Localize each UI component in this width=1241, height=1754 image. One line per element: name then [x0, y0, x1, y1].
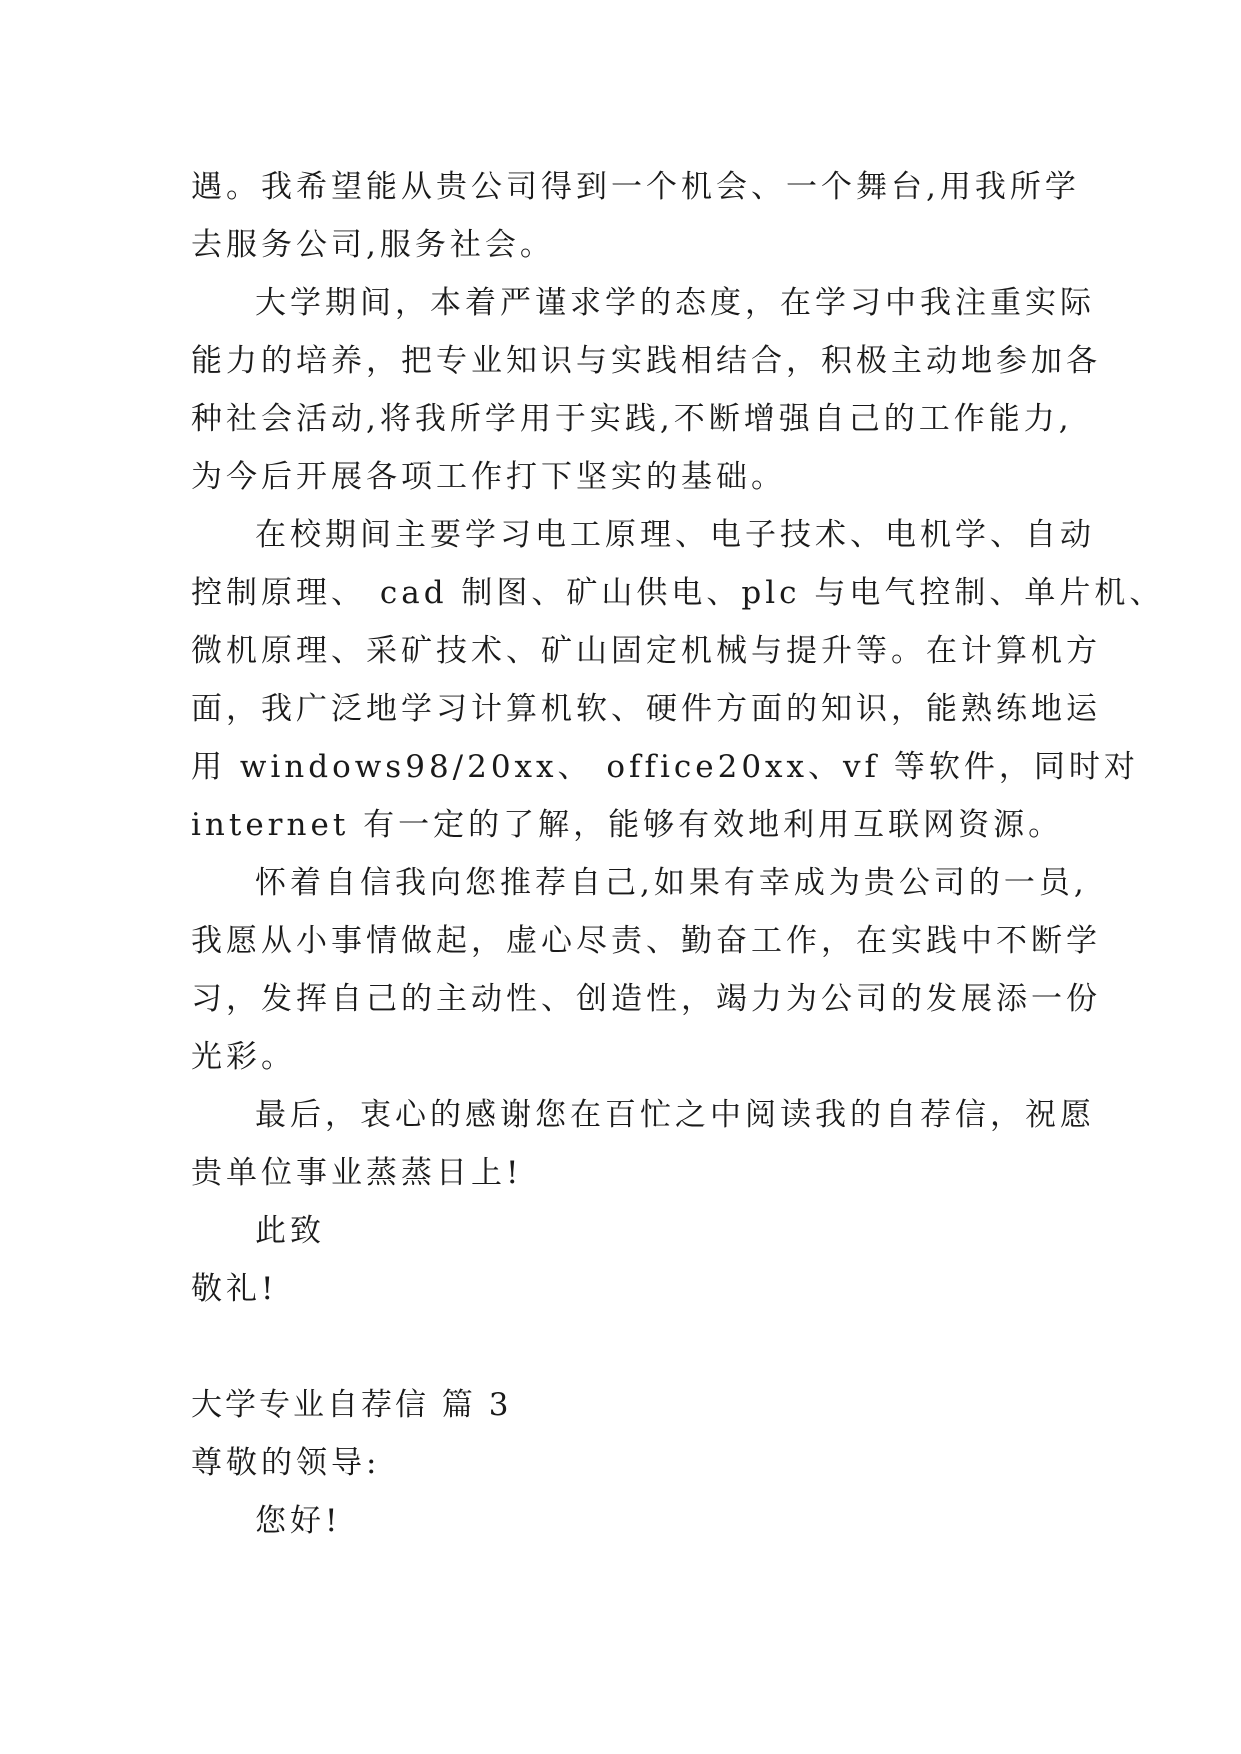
text-line: 用 windows98/20xx、 office20xx、vf 等软件，同时对	[191, 749, 1139, 785]
paragraph-2	[191, 274, 1101, 506]
text-line: 最后，衷心的感谢您在百忙之中阅读我的自荐信，祝愿	[255, 1097, 1095, 1133]
text-line: 大学期间，本着严谨求学的态度，在学习中我注重实际	[255, 285, 1095, 321]
text-line: 控制原理、 cad 制图、矿山供电、plc 与电气控制、单片机、	[191, 575, 1165, 611]
text-line: 种社会活动,将我所学用于实践,不断增强自己的工作能力,	[191, 401, 1073, 437]
text-line: internet 有一定的了解，能够有效地利用互联网资源。	[191, 807, 1064, 843]
salutation: 尊敬的领导:	[191, 1445, 381, 1481]
section-3	[191, 1376, 1051, 1550]
text-line: 为今后开展各项工作打下坚实的基础。	[191, 459, 786, 495]
text-line: 我愿从小事情做起，虚心尽责、勤奋工作，在实践中不断学	[191, 923, 1101, 959]
closing	[191, 1202, 1051, 1318]
text-line: 习，发挥自己的主动性、创造性，竭力为公司的发展添一份	[191, 981, 1101, 1017]
text-line: 去服务公司,服务社会。	[191, 227, 555, 263]
paragraph-1	[191, 158, 1080, 274]
text-line: 在校期间主要学习电工原理、电子技术、电机学、自动	[255, 517, 1095, 553]
blank-line	[191, 1318, 1051, 1376]
section-title: 大学专业自荐信 篇 3	[191, 1387, 512, 1423]
text-line: 面，我广泛地学习计算机软、硬件方面的知识，能熟练地运	[191, 691, 1101, 727]
paragraph-5	[191, 1086, 1095, 1202]
greeting: 您好!	[255, 1503, 342, 1539]
paragraph-4	[191, 854, 1101, 1086]
text-line: 微机原理、采矿技术、矿山固定机械与提升等。在计算机方	[191, 633, 1101, 669]
closing-jingli: 敬礼!	[191, 1271, 278, 1307]
closing-zhi: 此致	[255, 1213, 325, 1249]
paragraph-3	[191, 506, 1165, 854]
text-line: 能力的培养，把专业知识与实践相结合，积极主动地参加各	[191, 343, 1101, 379]
text-line: 贵单位事业蒸蒸日上!	[191, 1155, 523, 1191]
text-line: 光彩。	[191, 1039, 296, 1075]
text-line: 遇。我希望能从贵公司得到一个机会、一个舞台,用我所学	[191, 169, 1080, 205]
text-line: 怀着自信我向您推荐自己,如果有幸成为贵公司的一员,	[255, 865, 1088, 901]
document-body	[191, 158, 1165, 1550]
